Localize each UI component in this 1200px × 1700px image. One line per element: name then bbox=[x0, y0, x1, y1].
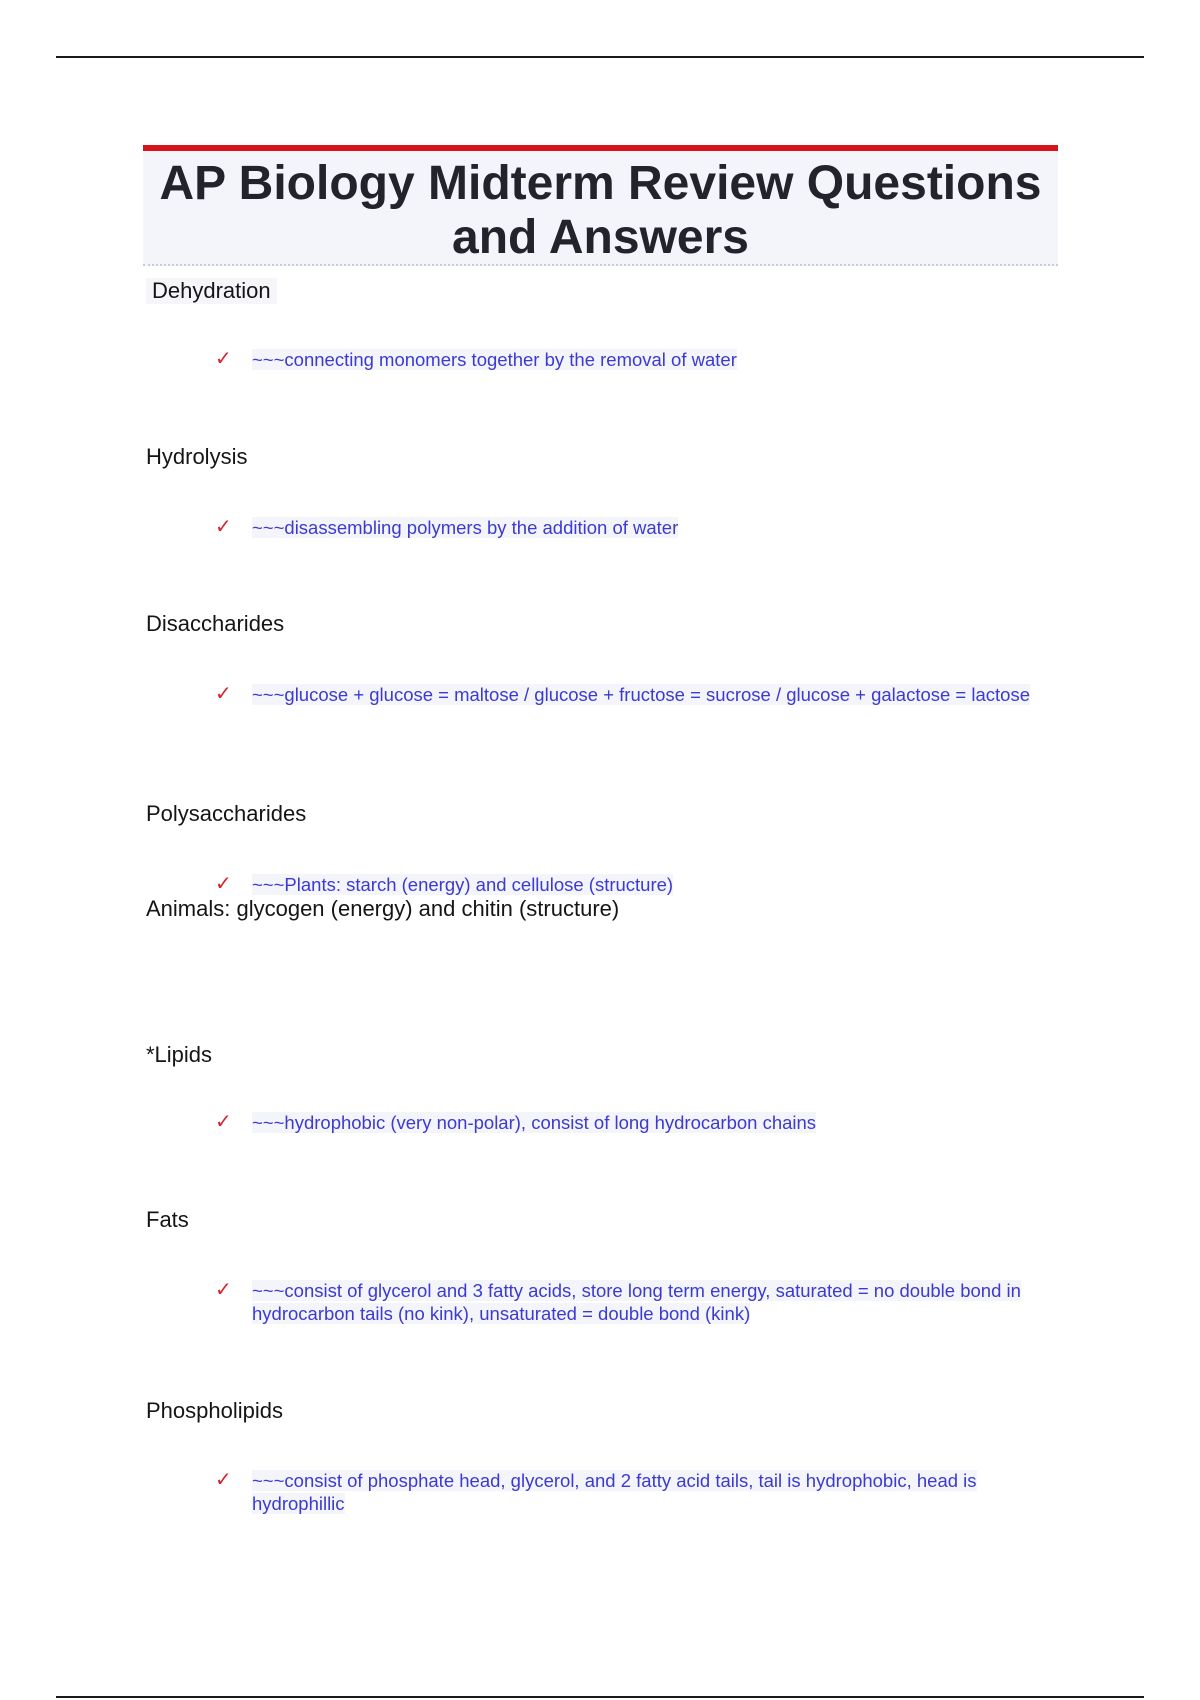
check-icon: ✓ bbox=[215, 1277, 232, 1301]
term-dehydration: Dehydration bbox=[146, 278, 277, 304]
answer-polysaccharides bbox=[252, 873, 1042, 896]
title-line-2: and Answers bbox=[452, 211, 749, 264]
answer-polysaccharides-continuation: Animals: glycogen (energy) and chitin (structure) bbox=[146, 896, 620, 921]
page-bottom-rule bbox=[56, 1696, 1144, 1698]
check-icon: ✓ bbox=[215, 1109, 232, 1133]
answer-text: ~~~hydrophobic (very non-polar), consist of long hydrocarbon chains bbox=[252, 1112, 817, 1133]
page-top-rule bbox=[56, 56, 1144, 58]
answer-dehydration bbox=[252, 348, 1042, 371]
answer-text: ~~~glucose + glucose = maltose / glucose + fructose = sucrose / glucose + galactose = lactose bbox=[252, 684, 1030, 705]
term-fats: Fats bbox=[146, 1207, 189, 1232]
answer-text: ~~~Plants: starch (energy) and cellulose (structure) bbox=[252, 874, 674, 895]
term-polysaccharides: Polysaccharides bbox=[146, 801, 307, 826]
answer-text: ~~~consist of glycerol and 3 fatty acids, store long term energy, saturated = no double bond in hydrocarbon tails (no kink), unsaturated = double bond (kink) bbox=[252, 1280, 1021, 1324]
answer-lipids bbox=[252, 1111, 1042, 1134]
check-icon: ✓ bbox=[215, 514, 232, 538]
title-block bbox=[143, 145, 1058, 266]
check-icon: ✓ bbox=[215, 1467, 232, 1491]
check-icon: ✓ bbox=[215, 346, 232, 370]
answer-hydrolysis bbox=[252, 516, 1042, 539]
term-disaccharides: Disaccharides bbox=[146, 611, 285, 636]
title-line-1: AP Biology Midterm Review Questions bbox=[159, 157, 1042, 210]
answer-text: ~~~disassembling polymers by the addition of water bbox=[252, 517, 679, 538]
answer-phospholipids bbox=[252, 1469, 1042, 1515]
term-hydrolysis: Hydrolysis bbox=[146, 444, 248, 469]
answer-text: ~~~connecting monomers together by the removal of water bbox=[252, 349, 737, 370]
check-icon: ✓ bbox=[215, 871, 232, 895]
check-icon: ✓ bbox=[215, 681, 232, 705]
answer-disaccharides bbox=[252, 683, 1042, 706]
answer-fats bbox=[252, 1279, 1042, 1325]
term-lipids: *Lipids bbox=[146, 1042, 213, 1067]
term-phospholipids: Phospholipids bbox=[146, 1398, 283, 1423]
answer-text: ~~~consist of phosphate head, glycerol, and 2 fatty acid tails, tail is hydrophobic, head is hydrophillic bbox=[252, 1470, 977, 1514]
document-title bbox=[143, 157, 1058, 265]
